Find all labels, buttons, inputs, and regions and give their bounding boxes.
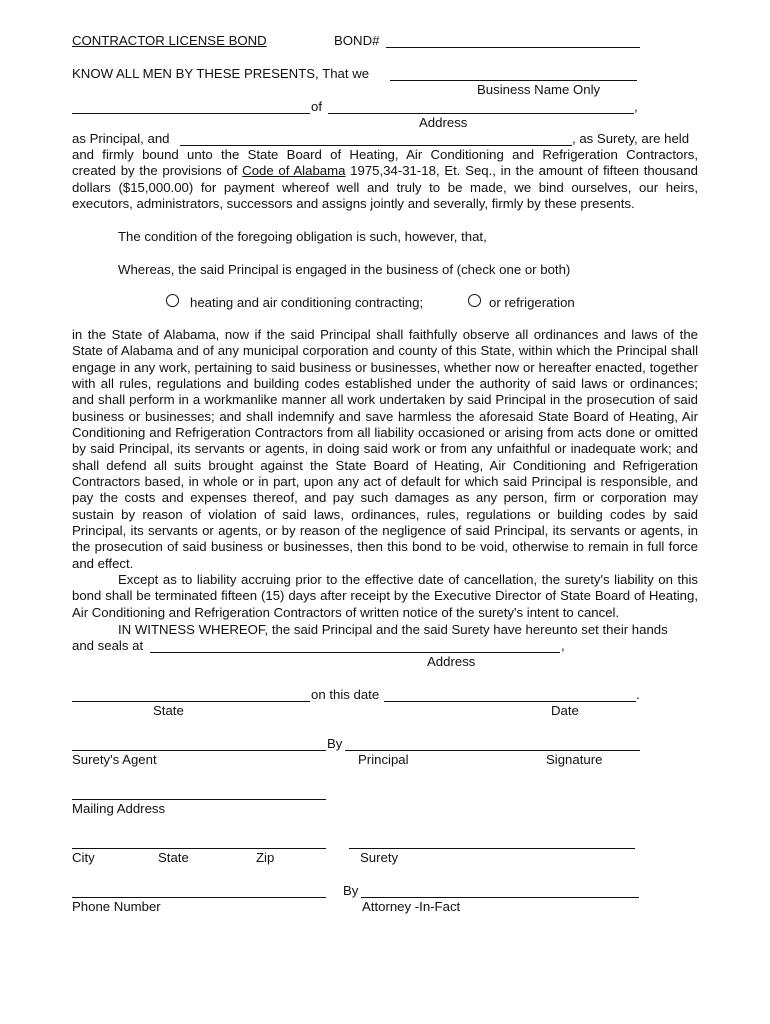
surety-label: Surety [360, 850, 399, 865]
surety-signature-field[interactable] [349, 848, 635, 849]
phone-number-label: Phone Number [72, 899, 161, 914]
business-name-field[interactable] [390, 80, 637, 81]
date-label: Date [551, 703, 579, 718]
condition-text: The condition of the foregoing obligation is such, however, that, [118, 229, 487, 244]
suretys-agent-label: Surety's Agent [72, 752, 157, 767]
refrigeration-option-label: or refrigeration [489, 295, 575, 310]
heating-radio[interactable] [166, 294, 179, 307]
city-label: City [72, 850, 95, 865]
bound-line-2-post: 1975,34-31-18, Et. Seq., in the amount of fifteen thousand [345, 163, 698, 178]
principal-address-field[interactable] [328, 113, 634, 114]
know-all-men-text: KNOW ALL MEN BY THESE PRESENTS, That we [72, 66, 370, 81]
signature-label: Signature [546, 752, 603, 767]
surety-name-field[interactable] [180, 145, 572, 146]
refrigeration-radio[interactable] [468, 294, 481, 307]
address-label: Address [419, 115, 468, 130]
business-name-label: Business Name Only [477, 82, 601, 97]
comma-text: , [634, 99, 638, 114]
except-paragraph: Except as to liability accruing prior to the effective date of cancellation, the surety's liability on this bond shall be terminated fifteen (15) days after receipt by the Executive Director of State Board of Heating, Air Conditioning and Refrigeration Contractors of written notice of the surety's intent to cancel. [72, 572, 698, 620]
attorney-in-fact-field[interactable] [361, 897, 639, 898]
witness-address-label: Address [427, 654, 476, 669]
zip-label: Zip [256, 850, 275, 865]
principal-name-field[interactable] [72, 113, 310, 114]
date-field[interactable] [384, 701, 636, 702]
of-text: of [311, 99, 322, 114]
attorney-in-fact-label: Attorney -In-Fact [362, 899, 461, 914]
state-field[interactable] [72, 701, 310, 702]
by-label-2: By [343, 883, 359, 898]
mailing-address-label: Mailing Address [72, 801, 166, 816]
main-paragraph: in the State of Alabama, now if the said Principal shall faithfully observe all ordinances and laws of the State of Alabama and of any municipal corporation and county of this State, within which the Principal shall engage in any work, pertaining to said business or businesses, whether now or hereafter enacted, together with all rules, regulations and building codes established under the authority of said laws or ordinances; and shall perform in a workmanlike manner all work undertaken by said Principal in the prosecution of said business or businesses; and shall indemnify and save harmless the aforesaid State Board of Heating, Air Conditioning and Refrigeration Contractors from all liability occasioned or arising from acts done or omitted by said Principal, its servants or agents, in doing said work or from any unfaithful or inadequate work; and shall defend all suits brought against the State Board of Heating, Air Conditioning and Refrigeration Contractors based, in whole or in part, upon any act of default for which said Principal is responsible, and pay the costs and expenses thereof, and pay such damages as any person, firm or corporation may sustain by reason of violation of said laws, ordinances, rules, regulations or building codes by said Principal, its servants or agents, or by reason of the negligence of said Principal, its servants or agents, in the prosecution of said business or businesses, then this bond to be void, otherwise to remain in full force and effect. [72, 327, 698, 571]
as-principal-text: as Principal, and [72, 131, 170, 146]
witness-text: IN WITNESS WHEREOF, the said Principal and the said Surety have hereunto set their hands [118, 622, 668, 637]
document-title: CONTRACTOR LICENSE BOND [72, 33, 267, 48]
heating-option-label: heating and air conditioning contracting; [190, 295, 424, 310]
by-label-1: By [327, 736, 343, 751]
code-of-alabama-reference: Code of Alabama [242, 163, 346, 178]
seals-at-text: and seals at [72, 638, 144, 653]
bond-number-field[interactable] [386, 47, 640, 48]
principal-label: Principal [358, 752, 409, 767]
witness-comma: , [561, 638, 565, 653]
suretys-agent-field[interactable] [72, 750, 326, 751]
on-this-date-text: on this date [311, 687, 380, 702]
bound-line-3: dollars ($15,000.00) for payment whereof well and truly to be made, we bind ourselves, our heirs, [72, 180, 698, 195]
bound-line-4: executors, administrators, successors and assigns jointly and severally, firmly by these presents. [72, 196, 635, 211]
state-label-2: State [158, 850, 189, 865]
date-period: . [636, 687, 640, 702]
bound-line-2-pre: created by the provisions of [72, 163, 243, 178]
mailing-address-field[interactable] [72, 799, 326, 800]
whereas-text: Whereas, the said Principal is engaged in the business of (check one or both) [118, 262, 571, 277]
witness-address-field[interactable] [150, 652, 560, 653]
state-label: State [153, 703, 184, 718]
bound-line-2 [72, 163, 698, 179]
city-state-zip-field[interactable] [72, 848, 326, 849]
as-surety-text: , as Surety, are held [572, 131, 690, 146]
principal-signature-field[interactable] [345, 750, 640, 751]
phone-number-field[interactable] [72, 897, 326, 898]
bound-line-1: and firmly bound unto the State Board of Heating, Air Conditioning and Refrigeration Contractors, [72, 147, 698, 162]
bond-number-label: BOND# [334, 33, 380, 48]
